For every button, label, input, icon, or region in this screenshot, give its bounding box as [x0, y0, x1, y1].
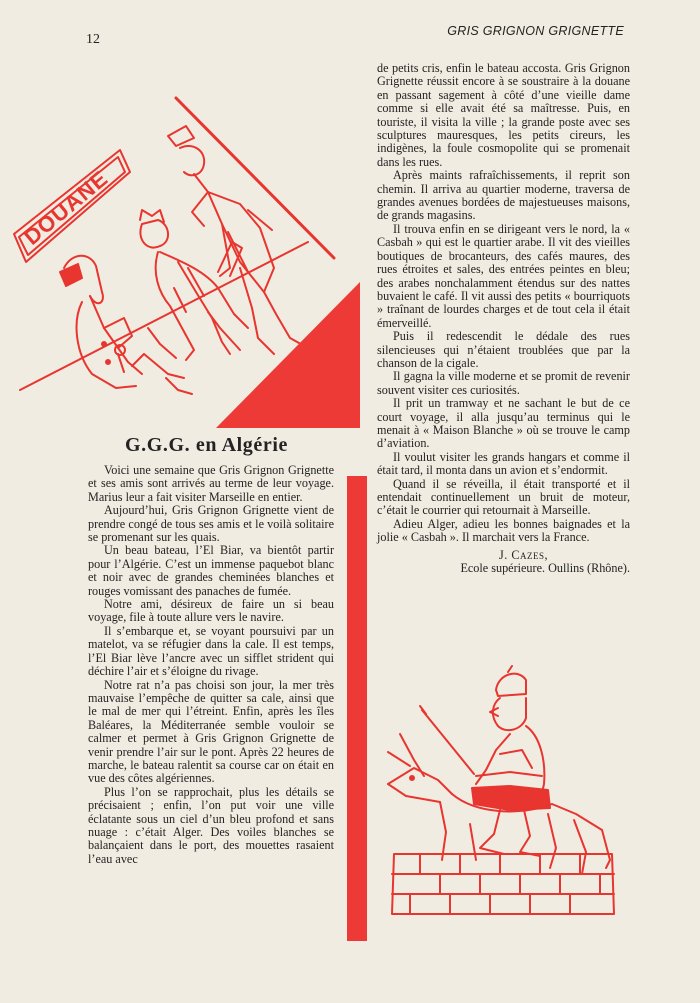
paragraph: Un beau bateau, l’El Biar, va bientôt partir pour l’Algérie. C’est un immense paquebot blanc et noir avec de grandes cheminées blanches et rouges vomissant des panaches de fumée.: [88, 543, 334, 598]
paragraph: Notre ami, désireux de faire un si beau voyage, file à toute allure vers le navire.: [88, 597, 334, 625]
paragraph: Quand il se réveilla, il était transporté et il entendait continuellement un bruit de moteur, c’était le courrier qui retournait à Marseille.: [377, 476, 630, 518]
author-name: J. Cazes,: [498, 547, 548, 562]
paragraph: Aujourd’hui, Gris Grignon Grignette vient de prendre congé de tous ses amis et le voilà solitaire se promenant sur les quais.: [88, 503, 334, 545]
paragraph: de petits cris, enfin le bateau accosta. Gris Grignon Grignette réussit encore à se soustraire à la douane en passant sagement à côté d’une vieille dame comme si elle avait été sa maîtresse. Puis, en touriste, il visita la ville ; la grande poste avec ses sculptures mauresques, les petits cireurs, les indigènes, la foule cosmopolite qui se promenait dans les rues.: [377, 61, 630, 169]
paragraph: Plus l’on se rapprochait, plus les détails se précisaient ; enfin, l’on put voir une ville éclatante sous un ciel d’un bleu profond et sans nuage : c’était Alger. Des voiles blanches se balançaient dans le port, des mouettes rasaient l’eau avec: [88, 784, 334, 866]
paragraph: Voici une semaine que Gris Grignon Grignette et ses amis sont arrivés au terme de leur voyage. Marius leur a fait visiter Marseille en entier.: [88, 463, 334, 504]
right-column: [377, 62, 630, 575]
paragraph: Il gagna la ville moderne et se promit de revenir souvent visiter ces curiosités.: [377, 369, 630, 397]
paragraph: Il prit un tramway et ne sachant le but de ce court voyage, il alla jusqu’au terminus qui le menait à « Maison Blanche » où se trouve le camp d’aviation.: [377, 396, 630, 451]
article-title: G.G.G. en Algérie: [125, 434, 288, 456]
douane-sign-text: DOUANE: [19, 165, 113, 250]
author-school: Ecole supérieure. Oullins (Rhône).: [460, 561, 630, 576]
paragraph: Il trouva enfin en se dirigeant vers le nord, la « Casbah » qui est le quartier arabe. Il vit des vieilles boutiques de brocanteurs, des cafés maures, des rues étroites et sales, des entrées peintes en bleu; des arabes nonchalamment étendus sur des nattes buvaient le café. Il vit aussi des petits « bourriquots » traînant de lourdes charges et de tout cela il était émerveillé.: [377, 221, 630, 330]
paragraph: Notre rat n’a pas choisi son jour, la mer très mauvaise l’empêche de quitter sa cale, ainsi que le mal de mer qui l’étreint. Enfin, après les îles Baléares, la Méditerranée semble vouloir se calmer et permet à Gris Grignon Grignette de venir prendre l’air sur le pont. Après 22 heures de marche, le bateau ralentit sa course car on était en vue des côtes algériennes.: [88, 677, 334, 786]
page-number: 12: [86, 32, 100, 47]
customs-illustration: [8, 92, 364, 432]
paragraph: Après maints rafraîchissements, il reprit son chemin. Il arriva au quartier moderne, traversa de grandes avenues bordées de majestueuses maisons, de grands magasins.: [377, 168, 630, 223]
red-triangle: [216, 282, 360, 428]
donkey-rider-illustration: [380, 664, 620, 934]
running-title: GRIS GRIGNON GRIGNETTE: [447, 24, 624, 38]
paragraph: Puis il redescendit le dédale des rues silencieuses qui n’étaient troublées que par la chanson de la cigale.: [377, 329, 630, 370]
red-vertical-bar: [347, 476, 367, 941]
paragraph: Il voulut visiter les grands hangars et comme il était tard, il monta dans un avion et s’endormit.: [377, 449, 630, 478]
left-column: [88, 464, 334, 866]
paragraph: Il s’embarque et, se voyant poursuivi par un matelot, va se réfugier dans la cale. Il est temps, l’El Biar lève l’ancre avec un sifflet strident qui déchire l’air et s’éloigne du rivage.: [88, 623, 334, 679]
signature: [377, 549, 630, 576]
paragraph: Adieu Alger, adieu les bonnes baignades et la jolie « Casbah ». Il marchait vers la France.: [377, 516, 630, 545]
